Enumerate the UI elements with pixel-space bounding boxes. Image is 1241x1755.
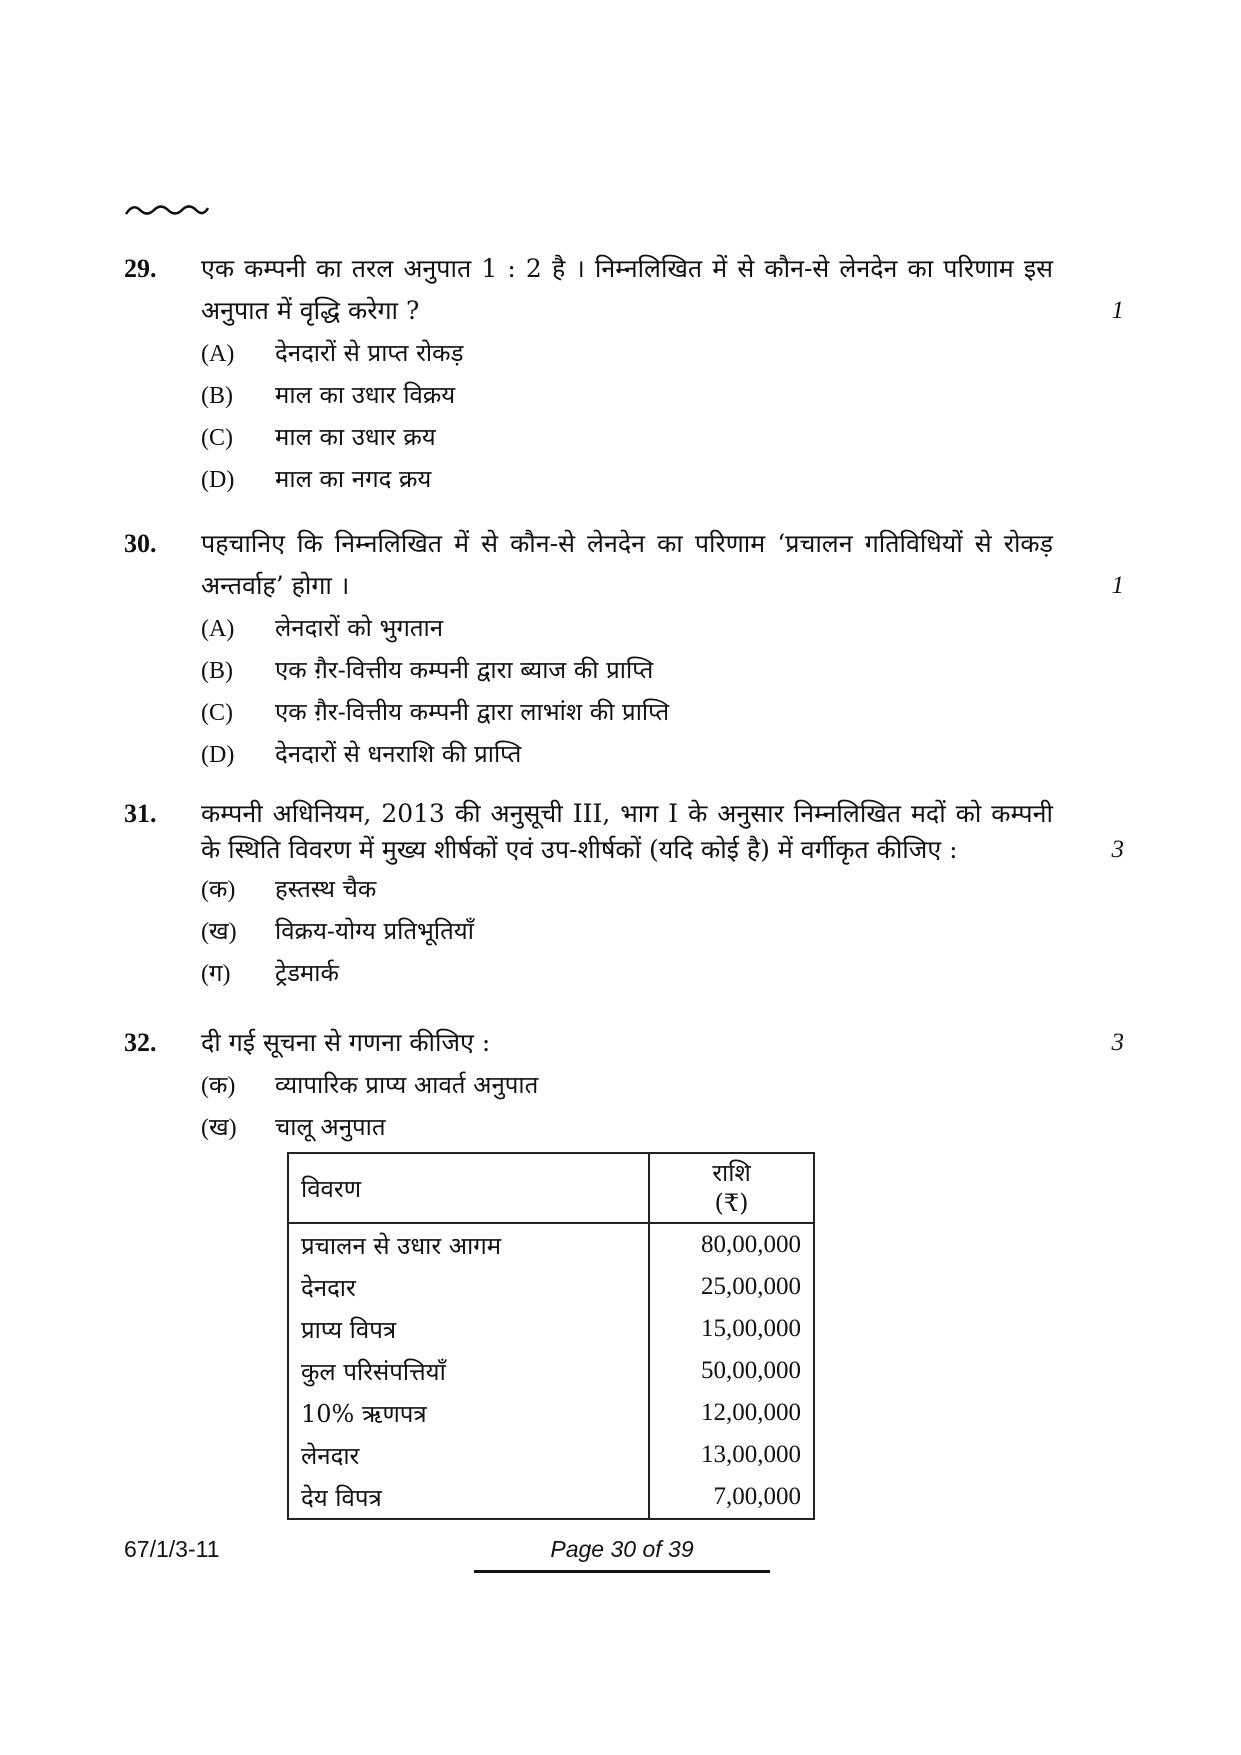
option-text: एक ग़ैर-वित्तीय कम्पनी द्वारा ब्याज की प्राप्ति	[275, 656, 654, 684]
table-header-row	[288, 1153, 814, 1223]
table-row	[288, 1434, 814, 1476]
option-ga	[201, 952, 1124, 994]
table-row	[288, 1350, 814, 1392]
header-amount	[649, 1153, 814, 1223]
question-number: 30.	[124, 529, 157, 558]
option-a	[201, 332, 1124, 374]
row-label: देनदार	[288, 1266, 649, 1308]
option-label: (क)	[201, 1073, 236, 1099]
question-number: 32.	[124, 1028, 157, 1057]
marks: 3	[1111, 836, 1124, 863]
option-c	[201, 691, 1124, 733]
option-text: हस्तस्थ चैक	[275, 875, 377, 903]
question-number: 31.	[124, 799, 157, 828]
question-29	[124, 248, 1124, 500]
option-label: (C)	[201, 700, 233, 726]
row-label: देय विपत्र	[288, 1476, 649, 1519]
row-amount: 12,00,000	[649, 1392, 814, 1434]
question-32	[124, 1022, 1124, 1148]
table-row	[288, 1266, 814, 1308]
option-text: ट्रेडमार्क	[275, 959, 339, 987]
wave-decoration-icon	[124, 200, 210, 220]
option-ka	[201, 868, 1124, 910]
table-row	[288, 1308, 814, 1350]
row-label: प्रचालन से उधार आगम	[288, 1223, 649, 1266]
option-text: देनदारों से धनराशि की प्राप्ति	[275, 740, 522, 768]
option-b	[201, 374, 1124, 416]
option-label: (ग)	[201, 961, 231, 987]
header-currency: (₹)	[714, 1189, 749, 1217]
row-amount: 7,00,000	[649, 1476, 814, 1519]
table-row	[288, 1223, 814, 1266]
question-text: दी गई सूचना से गणना कीजिए :	[201, 1028, 491, 1057]
option-text: माल का उधार विक्रय	[275, 381, 456, 409]
option-text: व्यापारिक प्राप्य आवर्त अनुपात	[275, 1071, 539, 1099]
row-label: लेनदार	[288, 1434, 649, 1476]
option-text: माल का उधार क्रय	[275, 423, 436, 451]
header-particulars: विवरण	[288, 1153, 649, 1223]
option-d	[201, 458, 1124, 500]
option-a	[201, 607, 1124, 649]
option-text: एक ग़ैर-वित्तीय कम्पनी द्वारा लाभांश की प्राप्ति	[275, 698, 670, 726]
option-text: विक्रय-योग्य प्रतिभूतियाँ	[275, 917, 474, 945]
option-label: (ख)	[201, 1115, 237, 1141]
question-30	[124, 523, 1124, 775]
option-label: (D)	[201, 742, 235, 768]
row-amount: 80,00,000	[649, 1223, 814, 1266]
option-text: लेनदारों को भुगतान	[275, 614, 444, 642]
option-label: (क)	[201, 877, 236, 903]
question-text: एक कम्पनी का तरल अनुपात 1 : 2 है । निम्नलिखित में से कौन-से लेनदेन का परिणाम इस अनुपात में वृद्धि करेगा ?	[201, 254, 1053, 325]
question-text: कम्पनी अधिनियम, 2013 की अनुसूची III, भाग I के अनुसार निम्नलिखित मदों को कम्पनी के स्थिति विवरण में मुख्य शीर्षकों एवं उप-शीर्षकों (यदि कोई है) में वर्गीकृत कीजिए :	[201, 799, 1053, 864]
marks: 3	[1111, 1029, 1124, 1056]
question-text: पहचानिए कि निम्नलिखित में से कौन-से लेनदेन का परिणाम ‘प्रचालन गतिविधियों से रोकड़ अन्तर्वाह’ होगा ।	[201, 529, 1053, 600]
option-label: (ख)	[201, 919, 237, 945]
data-table	[287, 1152, 815, 1520]
option-label: (D)	[201, 467, 235, 493]
row-amount: 25,00,000	[649, 1266, 814, 1308]
option-label: (B)	[201, 383, 233, 409]
row-label: 10% ऋणपत्र	[288, 1392, 649, 1434]
option-text: माल का नगद क्रय	[275, 465, 432, 493]
page-number: Page 30 of 39	[550, 1536, 694, 1562]
option-d	[201, 733, 1124, 775]
row-amount: 13,00,000	[649, 1434, 814, 1476]
option-kha	[201, 910, 1124, 952]
question-number: 29.	[124, 254, 157, 283]
table-row	[288, 1392, 814, 1434]
header-amount-label: राशि	[712, 1159, 751, 1187]
question-31	[124, 796, 1124, 994]
option-text: देनदारों से प्राप्त रोकड़	[275, 339, 464, 367]
marks: 1	[1111, 297, 1124, 324]
option-label: (B)	[201, 658, 233, 684]
row-label: कुल परिसंपत्तियाँ	[288, 1350, 649, 1392]
option-kha	[201, 1106, 1124, 1148]
option-ka	[201, 1064, 1124, 1106]
row-amount: 50,00,000	[649, 1350, 814, 1392]
option-label: (A)	[201, 341, 235, 367]
option-label: (C)	[201, 425, 233, 451]
table-row	[288, 1476, 814, 1519]
row-amount: 15,00,000	[649, 1308, 814, 1350]
option-text: चालू अनुपात	[275, 1113, 386, 1141]
footer-divider	[474, 1570, 770, 1573]
marks: 1	[1111, 572, 1124, 599]
option-c	[201, 416, 1124, 458]
option-label: (A)	[201, 616, 235, 642]
row-label: प्राप्य विपत्र	[288, 1308, 649, 1350]
paper-code: 67/1/3-11	[124, 1536, 220, 1562]
option-b	[201, 649, 1124, 691]
